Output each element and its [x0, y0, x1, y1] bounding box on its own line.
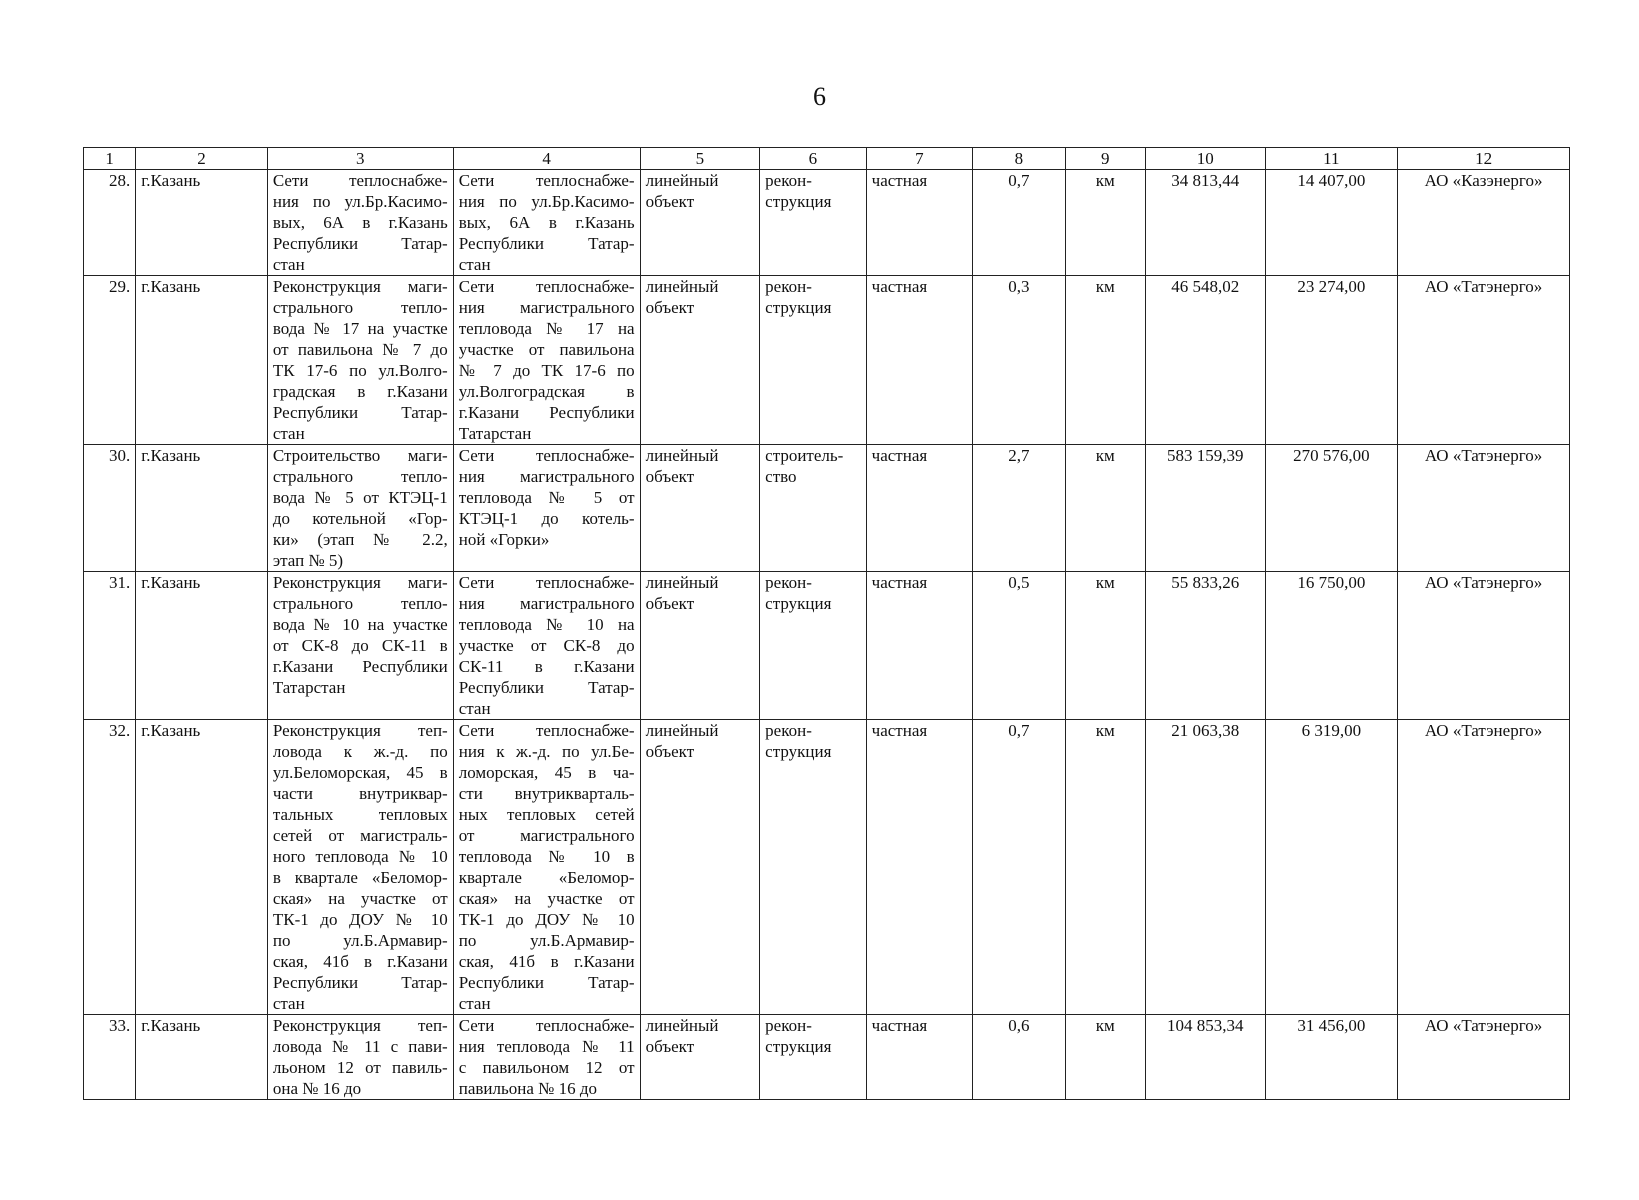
project-name-cell-line: по ул.Б.Армавир-: [272, 931, 448, 950]
column-header: 9: [1065, 148, 1145, 170]
object-name-cell-line: СК-11 в г.Казани: [458, 657, 635, 676]
object-name-cell-line: Татарстан: [458, 424, 532, 443]
work-type-cell: [760, 1015, 867, 1100]
object-name-cell-line: ломорская, 45 в ча-: [458, 763, 635, 782]
cost-cell: 21 063,38: [1145, 720, 1265, 1015]
project-name-cell-line: градская в г.Казани: [272, 382, 448, 401]
object-type-cell-line: линейный: [645, 1016, 719, 1035]
object-type-cell: [640, 445, 760, 572]
object-type-cell-line: объект: [645, 467, 695, 486]
table-row: [84, 276, 1570, 445]
object-name-cell-line: ния по ул.Бр.Касимо-: [458, 192, 635, 211]
column-header: 8: [973, 148, 1065, 170]
object-type-cell-line: объект: [645, 192, 695, 211]
column-header: 11: [1265, 148, 1398, 170]
object-name-cell-line: г.Казани Республики: [458, 403, 635, 422]
project-name-cell-line: части внутриквар-: [272, 784, 448, 803]
object-type-cell-line: линейный: [645, 277, 719, 296]
project-name-cell-line: вода № 5 от КТЭЦ-1: [272, 488, 448, 507]
row-number: 33.: [84, 1015, 136, 1100]
amount-cell: 23 274,00: [1265, 276, 1398, 445]
object-type-cell-line: объект: [645, 298, 695, 317]
object-name-cell-line: ТК-1 до ДОУ № 10: [458, 910, 635, 929]
length-cell: 0,6: [973, 1015, 1065, 1100]
row-number: 28.: [84, 170, 136, 276]
object-name-cell-line: сти внутрикварталь-: [458, 784, 635, 803]
city-cell: г.Казань: [136, 572, 268, 720]
project-name-cell-line: ния по ул.Бр.Касимо-: [272, 192, 448, 211]
unit-cell: км: [1065, 170, 1145, 276]
row-number: 32.: [84, 720, 136, 1015]
project-name-cell-line: от СК-8 до СК-11 в: [272, 636, 448, 655]
project-name-cell-line: тальных тепловых: [272, 805, 448, 824]
project-name-cell-line: стан: [272, 255, 305, 274]
object-name-cell: [453, 720, 640, 1015]
operator-cell: АО «Татэнерго»: [1398, 720, 1570, 1015]
project-name-cell-line: ская, 41б в г.Казани: [272, 952, 448, 971]
unit-cell: км: [1065, 572, 1145, 720]
object-name-cell-line: Сети теплоснабже-: [458, 573, 635, 592]
work-type-cell-line: струкция: [765, 298, 832, 317]
amount-cell: 270 576,00: [1265, 445, 1398, 572]
object-type-cell: [640, 720, 760, 1015]
ownership-cell: частная: [866, 1015, 973, 1100]
unit-cell: км: [1065, 1015, 1145, 1100]
cost-cell: 34 813,44: [1145, 170, 1265, 276]
project-name-cell-line: Реконструкция теп-: [272, 721, 448, 740]
project-name-cell: [267, 720, 453, 1015]
column-header: 5: [640, 148, 760, 170]
column-header: 1: [84, 148, 136, 170]
length-cell: 2,7: [973, 445, 1065, 572]
project-name-cell-line: Республики Татар-: [272, 234, 448, 253]
table-row: [84, 170, 1570, 276]
row-number: 29.: [84, 276, 136, 445]
object-name-cell-line: Сети теплоснабже-: [458, 1016, 635, 1035]
amount-cell: 6 319,00: [1265, 720, 1398, 1015]
project-name-cell-line: Реконструкция маги-: [272, 573, 448, 592]
row-number: 30.: [84, 445, 136, 572]
project-name-cell: [267, 1015, 453, 1100]
object-name-cell-line: Сети теплоснабже-: [458, 171, 635, 190]
project-name-cell: [267, 276, 453, 445]
work-type-cell: [760, 170, 867, 276]
amount-cell: 14 407,00: [1265, 170, 1398, 276]
object-type-cell-line: линейный: [645, 171, 719, 190]
object-type-cell: [640, 1015, 760, 1100]
project-name-cell-line: вода № 10 на участке: [272, 615, 448, 634]
cost-cell: 583 159,39: [1145, 445, 1265, 572]
column-header: 2: [136, 148, 268, 170]
object-name-cell-line: от магистрального: [458, 826, 635, 845]
project-name-cell-line: г.Казани Республики: [272, 657, 448, 676]
column-header: 7: [866, 148, 973, 170]
project-name-cell-line: Республики Татар-: [272, 973, 448, 992]
object-name-cell-line: ных тепловых сетей: [458, 805, 635, 824]
project-name-cell-line: ская» на участке от: [272, 889, 448, 908]
objects-table: [83, 147, 1570, 1100]
object-name-cell-line: № 7 до ТК 17-6 по: [458, 361, 635, 380]
project-name-cell-line: сетей от магистраль-: [272, 826, 448, 845]
object-name-cell-line: павильона № 16 до: [458, 1079, 597, 1098]
work-type-cell-line: рекон-: [765, 721, 812, 740]
ownership-cell: частная: [866, 445, 973, 572]
operator-cell: АО «Казэнерго»: [1398, 170, 1570, 276]
object-name-cell-line: ной «Горки»: [458, 530, 550, 549]
object-name-cell-line: стан: [458, 699, 491, 718]
work-type-cell-line: рекон-: [765, 573, 812, 592]
project-name-cell-line: от павильона № 7 до: [272, 340, 448, 359]
unit-cell: км: [1065, 276, 1145, 445]
project-name-cell-line: стрального тепло-: [272, 298, 448, 317]
project-name-cell-line: ловода к ж.-д. по: [272, 742, 448, 761]
ownership-cell: частная: [866, 572, 973, 720]
project-name-cell: [267, 572, 453, 720]
city-cell: г.Казань: [136, 445, 268, 572]
object-name-cell-line: по ул.Б.Армавир-: [458, 931, 635, 950]
page-number: 6: [813, 82, 826, 111]
object-name-cell-line: квартале «Беломор-: [458, 868, 635, 887]
object-type-cell-line: линейный: [645, 573, 719, 592]
table-row: [84, 572, 1570, 720]
row-number: 31.: [84, 572, 136, 720]
cost-cell: 55 833,26: [1145, 572, 1265, 720]
project-name-cell-line: льоном 12 от павиль-: [272, 1058, 448, 1077]
object-name-cell-line: ская» на участке от: [458, 889, 635, 908]
city-cell: г.Казань: [136, 720, 268, 1015]
object-name-cell-line: вых, 6А в г.Казань: [458, 213, 635, 232]
project-name-cell-line: в квартале «Беломор-: [272, 868, 448, 887]
ownership-cell: частная: [866, 276, 973, 445]
object-name-cell-line: участке от павильона: [458, 340, 635, 359]
work-type-cell-line: рекон-: [765, 171, 812, 190]
header-row: [84, 148, 1570, 170]
object-name-cell-line: тепловода № 17 на: [458, 319, 635, 338]
column-header: 10: [1145, 148, 1265, 170]
object-name-cell-line: ния магистрального: [458, 594, 635, 613]
object-type-cell: [640, 572, 760, 720]
work-type-cell-line: струкция: [765, 594, 832, 613]
object-name-cell-line: стан: [458, 255, 491, 274]
object-name-cell: [453, 276, 640, 445]
project-name-cell-line: Татарстан: [272, 678, 346, 697]
project-name-cell-line: стрального тепло-: [272, 467, 448, 486]
project-name-cell-line: вода № 17 на участке: [272, 319, 448, 338]
work-type-cell-line: струкция: [765, 1037, 832, 1056]
project-name-cell-line: Республики Татар-: [272, 403, 448, 422]
object-name-cell-line: Республики Татар-: [458, 234, 635, 253]
work-type-cell-line: рекон-: [765, 277, 812, 296]
work-type-cell-line: строитель-: [765, 446, 844, 465]
object-name-cell-line: ния тепловода № 11: [458, 1037, 635, 1056]
object-name-cell-line: КТЭЦ-1 до котель-: [458, 509, 635, 528]
unit-cell: км: [1065, 720, 1145, 1015]
project-name-cell-line: ул.Беломорская, 45 в: [272, 763, 448, 782]
project-name-cell: [267, 170, 453, 276]
work-type-cell: [760, 276, 867, 445]
object-name-cell-line: Сети теплоснабже-: [458, 721, 635, 740]
city-cell: г.Казань: [136, 276, 268, 445]
object-name-cell-line: Республики Татар-: [458, 678, 635, 697]
object-type-cell-line: линейный: [645, 446, 719, 465]
amount-cell: 16 750,00: [1265, 572, 1398, 720]
work-type-cell-line: ство: [765, 467, 797, 486]
cost-cell: 104 853,34: [1145, 1015, 1265, 1100]
cost-cell: 46 548,02: [1145, 276, 1265, 445]
object-type-cell-line: линейный: [645, 721, 719, 740]
object-name-cell-line: участке от СК-8 до: [458, 636, 635, 655]
ownership-cell: частная: [866, 720, 973, 1015]
project-name-cell-line: Строительство маги-: [272, 446, 448, 465]
ownership-cell: частная: [866, 170, 973, 276]
project-name-cell-line: до котельной «Гор-: [272, 509, 448, 528]
table-row: [84, 720, 1570, 1015]
work-type-cell-line: струкция: [765, 192, 832, 211]
work-type-cell: [760, 572, 867, 720]
table-row: [84, 1015, 1570, 1100]
project-name-cell-line: Реконструкция маги-: [272, 277, 448, 296]
column-header: 3: [267, 148, 453, 170]
object-name-cell-line: с павильоном 12 от: [458, 1058, 635, 1077]
project-name-cell-line: ТК-1 до ДОУ № 10: [272, 910, 448, 929]
unit-cell: км: [1065, 445, 1145, 572]
project-name-cell-line: Реконструкция теп-: [272, 1016, 448, 1035]
object-type-cell-line: объект: [645, 742, 695, 761]
project-name-cell-line: Сети теплоснабже-: [272, 171, 448, 190]
object-name-cell-line: ния магистрального: [458, 467, 635, 486]
project-name-cell-line: этап № 5): [272, 551, 344, 570]
object-name-cell: [453, 1015, 640, 1100]
object-name-cell-line: Республики Татар-: [458, 973, 635, 992]
column-header: 6: [760, 148, 867, 170]
object-name-cell-line: тепловода № 10 на: [458, 615, 635, 634]
operator-cell: АО «Татэнерго»: [1398, 445, 1570, 572]
object-type-cell: [640, 276, 760, 445]
object-name-cell-line: стан: [458, 994, 491, 1013]
object-name-cell-line: ул.Волгоградская в: [458, 382, 635, 401]
project-name-cell-line: ловода № 11 с пави-: [272, 1037, 448, 1056]
object-name-cell-line: Сети теплоснабже-: [458, 446, 635, 465]
project-name-cell: [267, 445, 453, 572]
length-cell: 0,7: [973, 720, 1065, 1015]
project-name-cell-line: ТК 17-6 по ул.Волго-: [272, 361, 448, 380]
project-name-cell-line: стан: [272, 994, 305, 1013]
project-name-cell-line: ки» (этап № 2.2,: [272, 530, 448, 549]
work-type-cell: [760, 720, 867, 1015]
project-name-cell-line: стан: [272, 424, 305, 443]
object-type-cell-line: объект: [645, 594, 695, 613]
object-type-cell: [640, 170, 760, 276]
operator-cell: АО «Татэнерго»: [1398, 572, 1570, 720]
city-cell: г.Казань: [136, 1015, 268, 1100]
project-name-cell-line: она № 16 до: [272, 1079, 362, 1098]
object-name-cell-line: ская, 41б в г.Казани: [458, 952, 635, 971]
object-name-cell: [453, 170, 640, 276]
object-name-cell: [453, 572, 640, 720]
object-name-cell-line: Сети теплоснабже-: [458, 277, 635, 296]
project-name-cell-line: вых, 6А в г.Казань: [272, 213, 448, 232]
object-type-cell-line: объект: [645, 1037, 695, 1056]
city-cell: г.Казань: [136, 170, 268, 276]
operator-cell: АО «Татэнерго»: [1398, 1015, 1570, 1100]
work-type-cell: [760, 445, 867, 572]
column-header: 12: [1398, 148, 1570, 170]
object-name-cell-line: ния к ж.-д. по ул.Бе-: [458, 742, 635, 761]
amount-cell: 31 456,00: [1265, 1015, 1398, 1100]
object-name-cell-line: тепловода № 5 от: [458, 488, 635, 507]
object-name-cell-line: ния магистрального: [458, 298, 635, 317]
work-type-cell-line: рекон-: [765, 1016, 812, 1035]
length-cell: 0,3: [973, 276, 1065, 445]
operator-cell: АО «Татэнерго»: [1398, 276, 1570, 445]
project-name-cell-line: стрального тепло-: [272, 594, 448, 613]
table-row: [84, 445, 1570, 572]
length-cell: 0,7: [973, 170, 1065, 276]
length-cell: 0,5: [973, 572, 1065, 720]
object-name-cell-line: тепловода № 10 в: [458, 847, 635, 866]
work-type-cell-line: струкция: [765, 742, 832, 761]
project-name-cell-line: ного тепловода № 10: [272, 847, 448, 866]
column-header: 4: [453, 148, 640, 170]
object-name-cell: [453, 445, 640, 572]
